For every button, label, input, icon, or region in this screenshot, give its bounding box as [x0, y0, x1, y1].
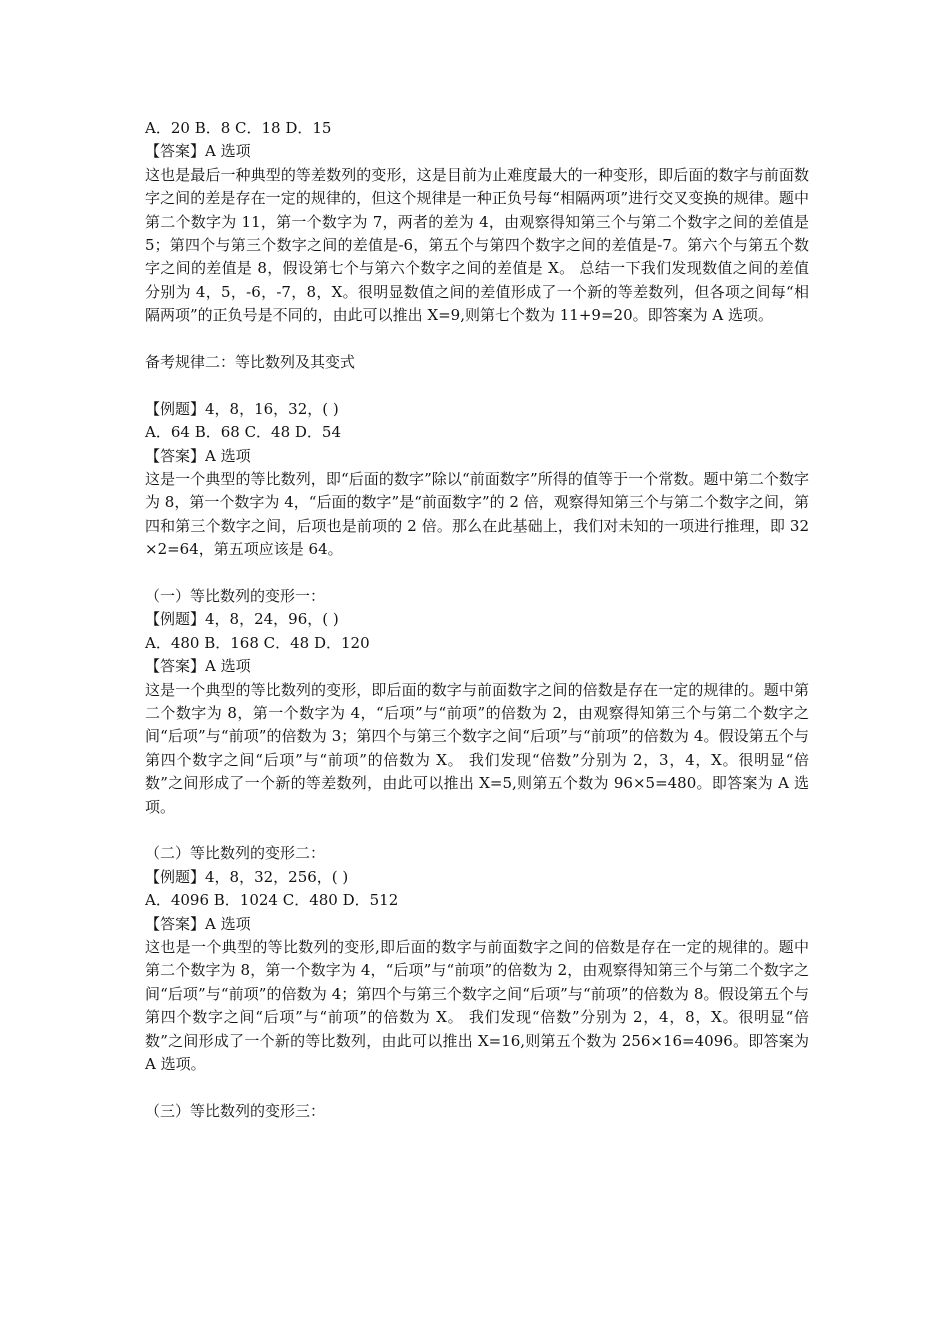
options-line: A．480 B．168 C．48 D．120	[145, 633, 370, 652]
subsection-heading: （一）等比数列的变形一：	[145, 586, 326, 605]
spacer	[145, 819, 809, 842]
spacer	[145, 1076, 809, 1099]
spacer	[145, 374, 809, 397]
question-line: 【例题】4，8，32，256，( )	[145, 867, 349, 886]
question-line: 【例题】4，8，24，96，( )	[145, 610, 339, 629]
answer-line: 【答案】A 选项	[145, 446, 251, 465]
explanation-paragraph: 这也是一个典型的等比数列的变形,即后面的数字与前面数字之间的倍数是存在一定的规律的。题中第二个数字为 8，第一个数字为 4，“后项”与“前项”的倍数为 2，由观察得知第三个与第二个数字之间“后项”与“前项”的倍数为 4；第四个与第三个数字之间“后项”与“前项”的倍数为 8。假设第五个与第四个数字之间“后项”与“前项”的倍数为 X。 我们发现“倍数”分别为 2，4，8，X。很明显“倍数”之间形成了一个新的等比数列，由此可以推出 X=16,则第五个数为 256×16=4096。即答案为 A 选项。	[145, 937, 809, 1073]
answer-line: 【答案】A 选项	[145, 914, 251, 933]
options-line: A．20 B．8 C．18 D．15	[145, 119, 332, 137]
subsection-heading: （三）等比数列的变形三：	[145, 1101, 326, 1120]
answer-line: 【答案】A 选项	[145, 142, 251, 161]
section-heading: 备考规律二：等比数列及其变式	[145, 353, 356, 372]
question-line: 【例题】4，8，16，32，( )	[145, 399, 339, 418]
document-page	[145, 117, 809, 1123]
explanation-paragraph: 这是一个典型的等比数列的变形，即后面的数字与前面数字之间的倍数是存在一定的规律的。题中第二个数字为 8，第一个数字为 4，“后项”与“前项”的倍数为 2，由观察得知第三个与第二个数字之间“后项”与“前项”的倍数为 3；第四个与第三个数字之间“后项”与“前项”的倍数为 4。假设第五个与第四个数字之间“后项”与“前项”的倍数为 X。 我们发现“倍数”分别为 2，3，4，X。很明显“倍数”之间形成了一个新的等差数列，由此可以推出 X=5,则第五个数为 96×5=480。即答案为 A 选项。	[145, 680, 809, 816]
answer-line: 【答案】A 选项	[145, 657, 251, 676]
subsection-heading: （二）等比数列的变形二：	[145, 844, 326, 863]
explanation-paragraph: 这也是最后一种典型的等差数列的变形，这是目前为止难度最大的一种变形，即后面的数字与前面数字之间的差是存在一定的规律的，但这个规律是一种正负号每“相隔两项”进行交叉变换的规律。题中第二个数字为 11，第一个数字为 7，两者的差为 4，由观察得知第三个与第二个数字之间的差值是 5；第四个与第三个数字之间的差值是-6，第五个与第四个数字之间的差值是-7。第六个与第五个数字之间的差值是 8，假设第七个与第六个数字之间的差值是 X。 总结一下我们发现数值之间的差值分别为 4，5，-6，-7，8，X。很明显数值之间的差值形成了一个新的等差数列，但各项之间每“相隔两项”的正负号是不同的，由此可以推出 X=9,则第七个数为 11+9=20。即答案为 A 选项。	[145, 165, 809, 325]
options-line: A．4096 B．1024 C．480 D．512	[145, 891, 399, 910]
options-line: A．64 B．68 C．48 D．54	[145, 423, 342, 442]
spacer	[145, 328, 809, 351]
explanation-paragraph: 这是一个典型的等比数列，即“后面的数字”除以“前面数字”所得的值等于一个常数。题中第二个数字为 8，第一个数字为 4，“后面的数字”是“前面数字”的 2 倍，观察得知第三个与第二个数字之间，第四和第三个数字之间，后项也是前项的 2 倍。那么在此基础上，我们对未知的一项进行推理，即 32×2=64，第五项应该是 64。	[145, 469, 809, 559]
spacer	[145, 562, 809, 585]
